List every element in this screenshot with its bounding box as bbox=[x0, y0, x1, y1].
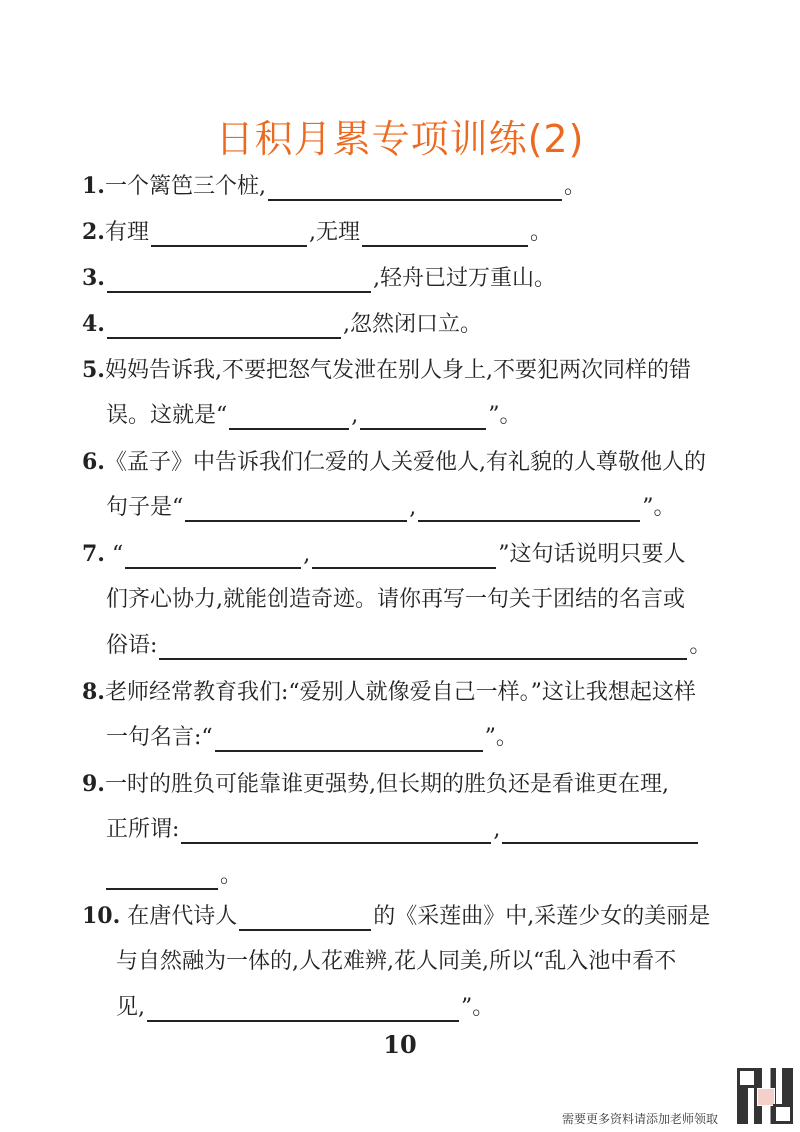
question-text: ”。 bbox=[461, 995, 495, 1020]
question-text: , bbox=[409, 495, 417, 520]
answer-blank[interactable] bbox=[151, 217, 307, 247]
question-number: 9. bbox=[82, 771, 105, 797]
question-6-line-2 bbox=[106, 486, 676, 530]
question-text: 们齐心协力,就能创造奇迹。请你再写一句关于团结的名言或 bbox=[106, 587, 685, 612]
question-number: 6. bbox=[82, 449, 105, 475]
answer-blank[interactable] bbox=[147, 992, 459, 1022]
question-3 bbox=[82, 256, 556, 300]
question-text: 妈妈告诉我,不要把怒气发泄在别人身上,不要犯两次同样的错 bbox=[104, 358, 691, 383]
question-text: , bbox=[351, 403, 359, 428]
question-text: 。 bbox=[563, 174, 586, 199]
question-7-line-2 bbox=[106, 578, 685, 622]
question-text: 句子是“ bbox=[106, 495, 184, 520]
question-7-line-3 bbox=[106, 624, 711, 668]
question-text: 。 bbox=[529, 220, 552, 245]
answer-blank[interactable] bbox=[418, 492, 640, 522]
question-text: 有理 bbox=[104, 220, 149, 245]
answer-blank[interactable] bbox=[107, 263, 371, 293]
qr-avatar bbox=[757, 1088, 775, 1106]
question-number: 10. bbox=[82, 903, 121, 929]
question-text: 一个篱笆三个桩, bbox=[104, 174, 266, 199]
answer-blank[interactable] bbox=[159, 630, 687, 660]
question-text: 一句名言:“ bbox=[106, 725, 213, 750]
question-number: 3. bbox=[82, 265, 105, 291]
answer-blank[interactable] bbox=[312, 539, 496, 569]
question-number: 4. bbox=[82, 311, 105, 337]
page-title: 日积月累专项训练(2) bbox=[215, 117, 585, 161]
question-text: 见, bbox=[116, 995, 145, 1020]
question-text: “ bbox=[111, 542, 124, 567]
question-10-line-2 bbox=[116, 940, 676, 984]
question-text: 一时的胜负可能靠谁更强势,但长期的胜负还是看谁更在理, bbox=[104, 772, 669, 797]
question-text: 。 bbox=[689, 633, 712, 658]
answer-blank[interactable] bbox=[239, 901, 371, 931]
question-7-line-1 bbox=[82, 532, 685, 576]
question-1 bbox=[82, 164, 586, 208]
answer-blank[interactable] bbox=[185, 492, 407, 522]
answer-blank[interactable] bbox=[268, 171, 562, 201]
question-text: ”这句话说明只要人 bbox=[498, 542, 686, 567]
question-5-line-2 bbox=[106, 394, 522, 438]
question-5-line-1 bbox=[82, 348, 691, 392]
question-text: ”。 bbox=[484, 725, 518, 750]
answer-blank[interactable] bbox=[106, 860, 218, 890]
question-number: 8. bbox=[82, 679, 105, 705]
question-text: 的《采莲曲》中,采莲少女的美丽是 bbox=[373, 904, 711, 929]
question-10-line-3 bbox=[116, 986, 494, 1030]
question-text: ”。 bbox=[488, 403, 522, 428]
question-6-line-1 bbox=[82, 440, 706, 484]
answer-blank[interactable] bbox=[362, 217, 528, 247]
page-number: 10 bbox=[383, 1030, 417, 1059]
answer-blank[interactable] bbox=[215, 722, 483, 752]
question-number: 5. bbox=[82, 357, 105, 383]
question-number: 7. bbox=[82, 541, 105, 567]
question-text: ”。 bbox=[642, 495, 676, 520]
question-9-line-3 bbox=[106, 854, 242, 898]
question-4 bbox=[82, 302, 482, 346]
answer-blank[interactable] bbox=[107, 309, 341, 339]
question-9-line-2 bbox=[106, 808, 700, 852]
qr-code-icon bbox=[737, 1068, 793, 1124]
question-8-line-1 bbox=[82, 670, 696, 714]
question-9-line-1 bbox=[82, 762, 669, 806]
answer-blank[interactable] bbox=[125, 539, 301, 569]
question-number: 2. bbox=[82, 219, 105, 245]
question-number: 1. bbox=[82, 173, 105, 199]
question-8-line-2 bbox=[106, 716, 518, 760]
question-text: ,忽然闭口立。 bbox=[342, 312, 482, 337]
question-text: ,无理 bbox=[308, 220, 360, 245]
answer-blank[interactable] bbox=[181, 814, 491, 844]
question-text: , bbox=[303, 542, 311, 567]
question-text: 俗语: bbox=[106, 633, 158, 658]
question-10-line-1 bbox=[82, 894, 710, 938]
question-text: 老师经常教育我们:“爱别人就像爱自己一样。”这让我想起这样 bbox=[104, 680, 696, 705]
question-text: 在唐代诗人 bbox=[127, 904, 238, 929]
question-text: 正所谓: bbox=[106, 817, 180, 842]
footer-note: 需要更多资料请添加老师领取 bbox=[562, 1112, 719, 1126]
question-text: 与自然融为一体的,人花难辨,花人同美,所以“乱入池中看不 bbox=[116, 949, 677, 974]
question-text: , bbox=[493, 817, 501, 842]
question-text: 《孟子》中告诉我们仁爱的人关爱他人,有礼貌的人尊敬他人的 bbox=[104, 450, 706, 475]
question-text: ,轻舟已过万重山。 bbox=[372, 266, 556, 291]
answer-blank[interactable] bbox=[360, 400, 486, 430]
answer-blank[interactable] bbox=[502, 814, 698, 844]
question-text: 。 bbox=[220, 863, 243, 888]
question-2 bbox=[82, 210, 552, 254]
answer-blank[interactable] bbox=[229, 400, 349, 430]
question-text: 误。这就是“ bbox=[106, 403, 228, 428]
